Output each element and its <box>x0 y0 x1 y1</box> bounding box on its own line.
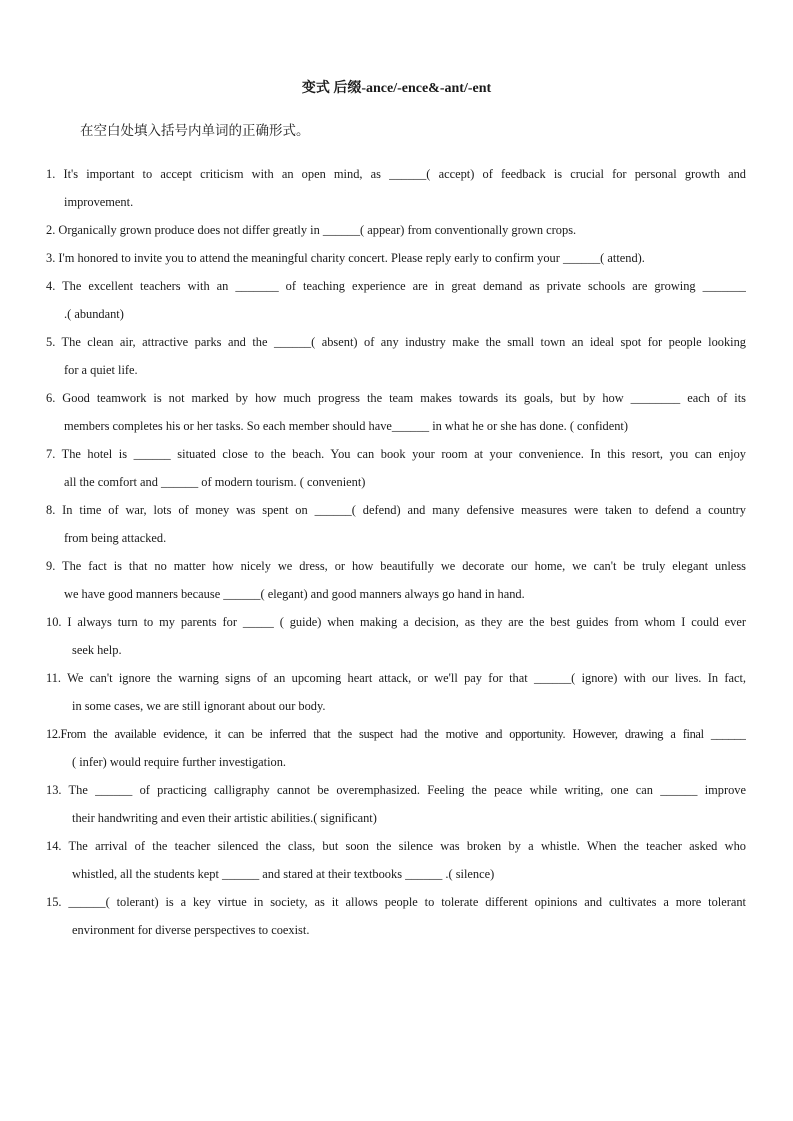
question-line: 15. ______( tolerant) is a key virtue in society, as it allows people to tolerate different opinions and cultivates a more tolerant <box>46 895 746 909</box>
question-line: all the comfort and ______ of modern tourism. ( convenient) <box>64 475 366 489</box>
question-item <box>46 832 746 888</box>
question-line: 5. The clean air, attractive parks and the ______( absent) of any industry make the small town an ideal spot for people looking <box>46 335 746 349</box>
question-line: 1. It's important to accept criticism with an open mind, as ______( accept) of feedback is crucial for personal growth and <box>46 167 746 181</box>
question-line: seek help. <box>72 643 122 657</box>
question-line: from being attacked. <box>64 531 167 545</box>
question-line: 3. I'm honored to invite you to attend the meaningful charity concert. Please reply early to confirm your ______( attend). <box>46 251 645 265</box>
question-line: 12.From the available evidence, it can be inferred that the suspect had the motive and opportunity. However, drawing a final ______ <box>46 727 746 741</box>
question-item <box>46 272 746 328</box>
question-item <box>46 552 746 608</box>
question-item <box>46 384 746 440</box>
question-item <box>46 888 746 944</box>
question-item <box>46 608 746 664</box>
question-line: 4. The excellent teachers with an _______ of teaching experience are in great demand as private schools are growing _______ <box>46 279 746 293</box>
question-line: 14. The arrival of the teacher silenced the class, but soon the silence was broken by a whistle. When the teacher asked who <box>46 839 746 853</box>
question-item <box>46 776 746 832</box>
question-item <box>46 216 746 244</box>
question-line: 13. The ______ of practicing calligraphy cannot be overemphasized. Feeling the peace while writing, one can ______ improve <box>46 783 746 797</box>
question-line: ( infer) would require further investigation. <box>72 755 287 769</box>
question-line: we have good manners because ______( elegant) and good manners always go hand in hand. <box>64 587 525 601</box>
question-line: for a quiet life. <box>64 363 138 377</box>
question-line: improvement. <box>64 195 134 209</box>
question-line: 6. Good teamwork is not marked by how much progress the team makes towards its goals, but by how ________ each of its <box>46 391 746 405</box>
question-line: whistled, all the students kept ______ and stared at their textbooks ______ .( silence) <box>72 867 495 881</box>
question-line: .( abundant) <box>64 307 124 321</box>
question-line: 9. The fact is that no matter how nicely we dress, or how beautifully we decorate our home, we can't be truly elegant unless <box>46 559 746 573</box>
question-item <box>46 664 746 720</box>
question-line: environment for diverse perspectives to coexist. <box>72 923 310 937</box>
question-item <box>46 440 746 496</box>
question-list <box>46 160 746 944</box>
question-item <box>46 244 746 272</box>
question-item <box>46 720 746 776</box>
question-line: members completes his or her tasks. So each member should have______ in what he or she has done. ( confident) <box>64 419 628 433</box>
question-item <box>46 328 746 384</box>
instruction-text: 在空白处填入括号内单词的正确形式。 <box>80 123 310 138</box>
question-item <box>46 496 746 552</box>
question-line: 7. The hotel is ______ situated close to the beach. You can book your room at your convenience. In this resort, you can enjoy <box>46 447 746 461</box>
question-item <box>46 160 746 216</box>
question-line: 10. I always turn to my parents for _____ ( guide) when making a decision, as they are the best guides from whom I could ever <box>46 615 746 629</box>
question-line: in some cases, we are still ignorant about our body. <box>72 699 326 713</box>
question-line: their handwriting and even their artistic abilities.( significant) <box>72 811 377 825</box>
question-line: 11. We can't ignore the warning signs of an upcoming heart attack, or we'll pay for that ______( ignore) with our lives. In fact, <box>46 671 746 685</box>
document-title: 变式 后缀-ance/-ence&-ant/-ent <box>301 81 492 96</box>
question-line: 8. In time of war, lots of money was spent on ______( defend) and many defensive measures were taken to defend a country <box>46 503 746 517</box>
question-line: 2. Organically grown produce does not differ greatly in ______( appear) from conventionally grown crops. <box>46 223 577 237</box>
